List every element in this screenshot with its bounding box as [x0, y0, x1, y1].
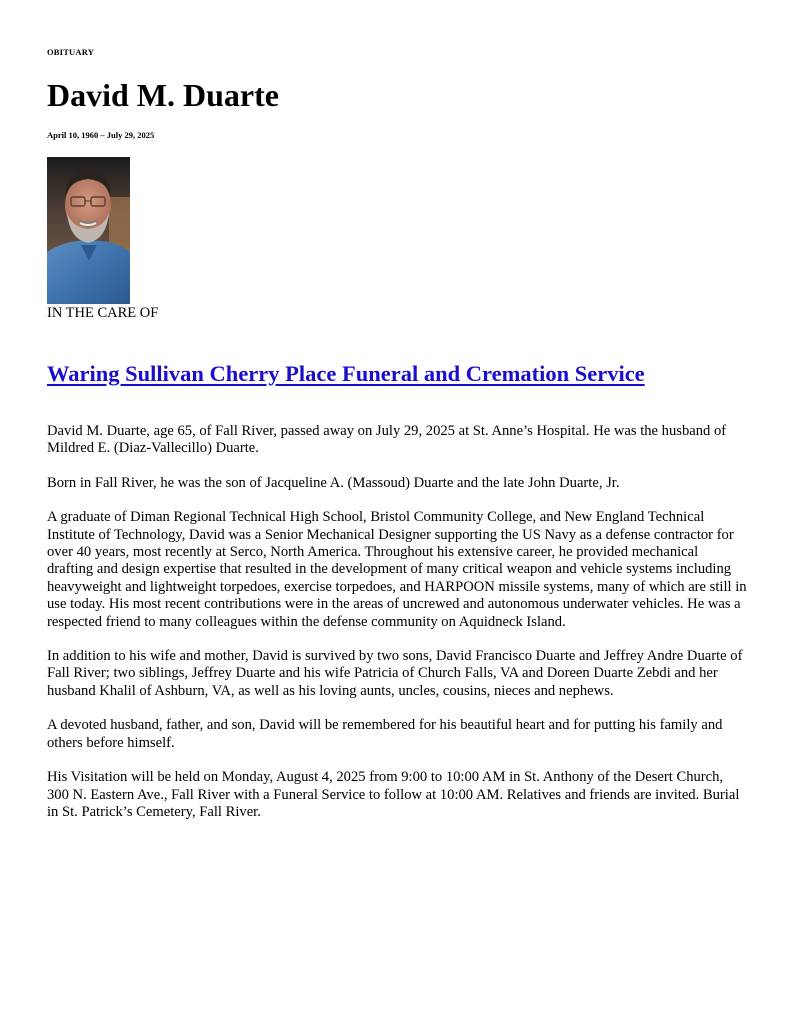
deceased-name: David M. Duarte	[47, 77, 279, 113]
obituary-text	[47, 423, 747, 838]
paragraph-remembrance: A devoted husband, father, and son, David will be remembered for his beautiful heart and for putting his family and others before himself.	[47, 717, 723, 751]
portrait-photo	[47, 157, 130, 304]
funeral-home-link[interactable]: Waring Sullivan Cherry Place Funeral and Cremation Service	[47, 361, 645, 386]
section-label: OBITUARY	[47, 47, 95, 57]
paragraph-services: His Visitation will be held on Monday, August 4, 2025 from 9:00 to 10:00 AM in St. Anthony of the Desert Church, 300 N. Eastern Ave., Fall River with a Funeral Service to follow at 10:00 AM. Relatives and friends are invited. Burial in St. Patrick’s Cemetery, Fall River.	[47, 769, 740, 820]
paragraph-career: A graduate of Diman Regional Technical High School, Bristol Community College, and New England Technical Institute of Technology, David was a Senior Mechanical Designer supporting the US Navy as a defense contractor for over 40 years, most recently at Serco, North America. Throughout his extensive career, he provided mechanical drafting and design expertise that resulted in the development of many critical weapon and vehicle systems including heavyweight and lightweight torpedoes, exercise torpedoes, and HARPOON missile systems, many of which are still in use today. His most recent contributions were in the areas of uncrewed and autonomous underwater vehicles. He was a respected friend to many colleagues within the defense community on Aquidneck Island.	[47, 509, 747, 630]
life-dates: April 10, 1960 – July 29, 2025	[47, 130, 155, 140]
paragraph-passing: David M. Duarte, age 65, of Fall River, passed away on July 29, 2025 at St. Anne’s Hospital. He was the husband of Mildred E. (Diaz-Vallecillo) Duarte.	[47, 423, 727, 457]
paragraph-birth: Born in Fall River, he was the son of Jacqueline A. (Massoud) Duarte and the late John Duarte, Jr.	[47, 474, 620, 491]
portrait-photo-icon	[47, 157, 130, 304]
care-label: IN THE CARE OF	[47, 305, 159, 321]
paragraph-survivors: In addition to his wife and mother, David is survived by two sons, David Francisco Duarte and Jeffrey Andre Duarte of Fall River; two siblings, Jeffrey Duarte and his wife Patricia of Church Falls, VA and Doreen Duarte Zebdi and her husband Khalil of Ashburn, VA, as well as his loving aunts, uncles, cousins, nieces and nephews.	[47, 648, 743, 699]
